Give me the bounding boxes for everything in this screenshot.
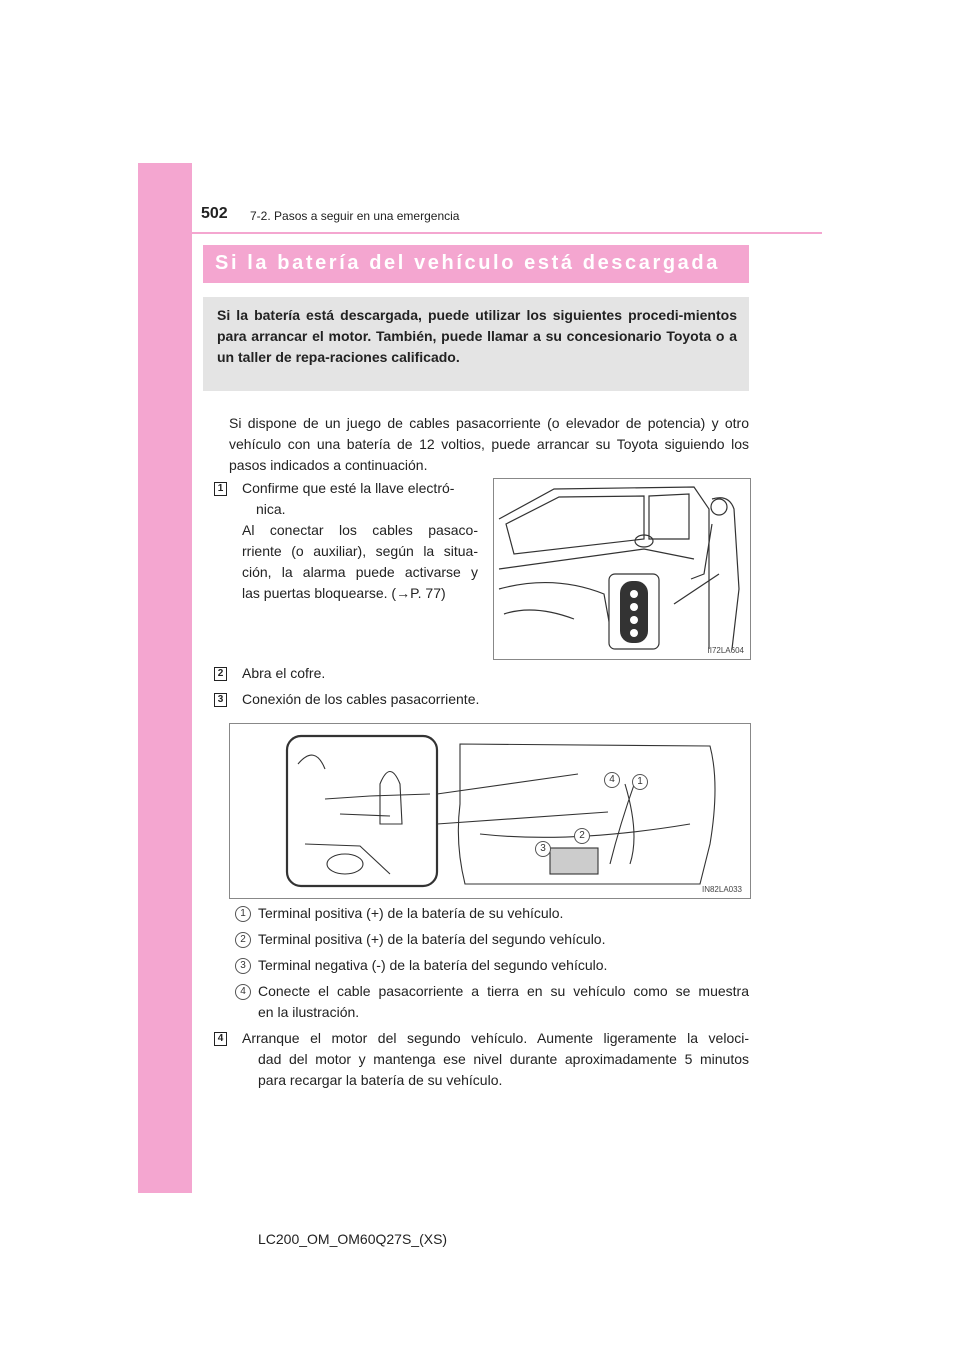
intro-text: Si la batería está descargada, puede utilizar los siguientes procedi-mientos para arrancar el motor. También, puede llamar a su concesionario Toyota o a un taller de repa-raciones calificado. bbox=[217, 307, 737, 365]
step-number: 3 bbox=[214, 693, 227, 707]
page-title: Si la batería del vehículo está descargada bbox=[215, 252, 720, 274]
body-paragraph: Si dispone de un juego de cables pasacorriente (o elevador de potencia) y otro vehículo con una batería de 12 voltios, puede arrancar su Toyota siguiendo los pasos indicados a continuación. bbox=[229, 415, 749, 473]
step-number: 1 bbox=[214, 482, 227, 496]
callout-4: 4 bbox=[604, 772, 620, 788]
section-header: 7-2. Pasos a seguir en una emergencia bbox=[250, 209, 460, 223]
page-number: 502 bbox=[201, 205, 228, 222]
sub-item-number: 2 bbox=[235, 932, 251, 948]
step-3-text: Conexión de los cables pasacorriente. bbox=[242, 691, 480, 707]
side-tab bbox=[138, 163, 192, 1193]
step-line: Confirme que esté la llave electró- bbox=[242, 480, 455, 496]
figure-code: II72LA604 bbox=[707, 646, 744, 655]
title-bar bbox=[203, 245, 749, 283]
sub-item-4-text bbox=[258, 981, 749, 1023]
sub-item-line: Conecte el cable pasacorriente a tierra en su vehículo como se muestra bbox=[258, 983, 749, 999]
step-2-text: Abra el cofre. bbox=[242, 665, 326, 681]
step-line: rriente (o auxiliar), según la situa- bbox=[242, 543, 478, 559]
sub-item-2-text: Terminal positiva (+) de la batería del segundo vehículo. bbox=[258, 931, 606, 947]
jump-cable-illustration bbox=[230, 724, 750, 898]
figure-code: IN82LA033 bbox=[701, 885, 742, 894]
step-line: Arranque el motor del segundo vehículo. Aumente ligeramente la veloci- bbox=[242, 1030, 749, 1046]
sub-item-number: 4 bbox=[235, 984, 251, 1000]
step-1-text bbox=[242, 478, 478, 604]
step-line: las puertas bloquearse. (→P. 77) bbox=[242, 585, 446, 601]
step-line: Al conectar los cables pasaco- bbox=[242, 522, 478, 538]
sub-item-number: 1 bbox=[235, 906, 251, 922]
sub-item-line: en la ilustración. bbox=[258, 1004, 360, 1020]
callout-1: 1 bbox=[632, 774, 648, 790]
sub-item-1-text: Terminal positiva (+) de la batería de su vehículo. bbox=[258, 905, 564, 921]
step-line: dad del motor y mantenga ese nivel durante aproximadamente 5 minutos bbox=[258, 1051, 749, 1067]
step-number: 2 bbox=[214, 667, 227, 681]
sub-item-3-text: Terminal negativa (-) de la batería del segundo vehículo. bbox=[258, 957, 608, 973]
intro-box bbox=[203, 297, 749, 391]
header-divider bbox=[192, 232, 822, 234]
footer-code: LC200_OM_OM60Q27S_(XS) bbox=[258, 1231, 448, 1247]
step-line: ción, la alarma puede activarse y bbox=[242, 564, 478, 580]
figure-vehicle-key bbox=[493, 478, 751, 660]
step-number: 4 bbox=[214, 1032, 227, 1046]
sub-item-number: 3 bbox=[235, 958, 251, 974]
callout-2: 2 bbox=[574, 828, 590, 844]
step-line: nica. bbox=[256, 501, 286, 517]
figure-jump-cables bbox=[229, 723, 751, 899]
step-4-text bbox=[242, 1028, 749, 1091]
step-line: para recargar la batería de su vehículo. bbox=[258, 1072, 503, 1088]
callout-3: 3 bbox=[535, 841, 551, 857]
vehicle-key-illustration bbox=[494, 479, 750, 659]
